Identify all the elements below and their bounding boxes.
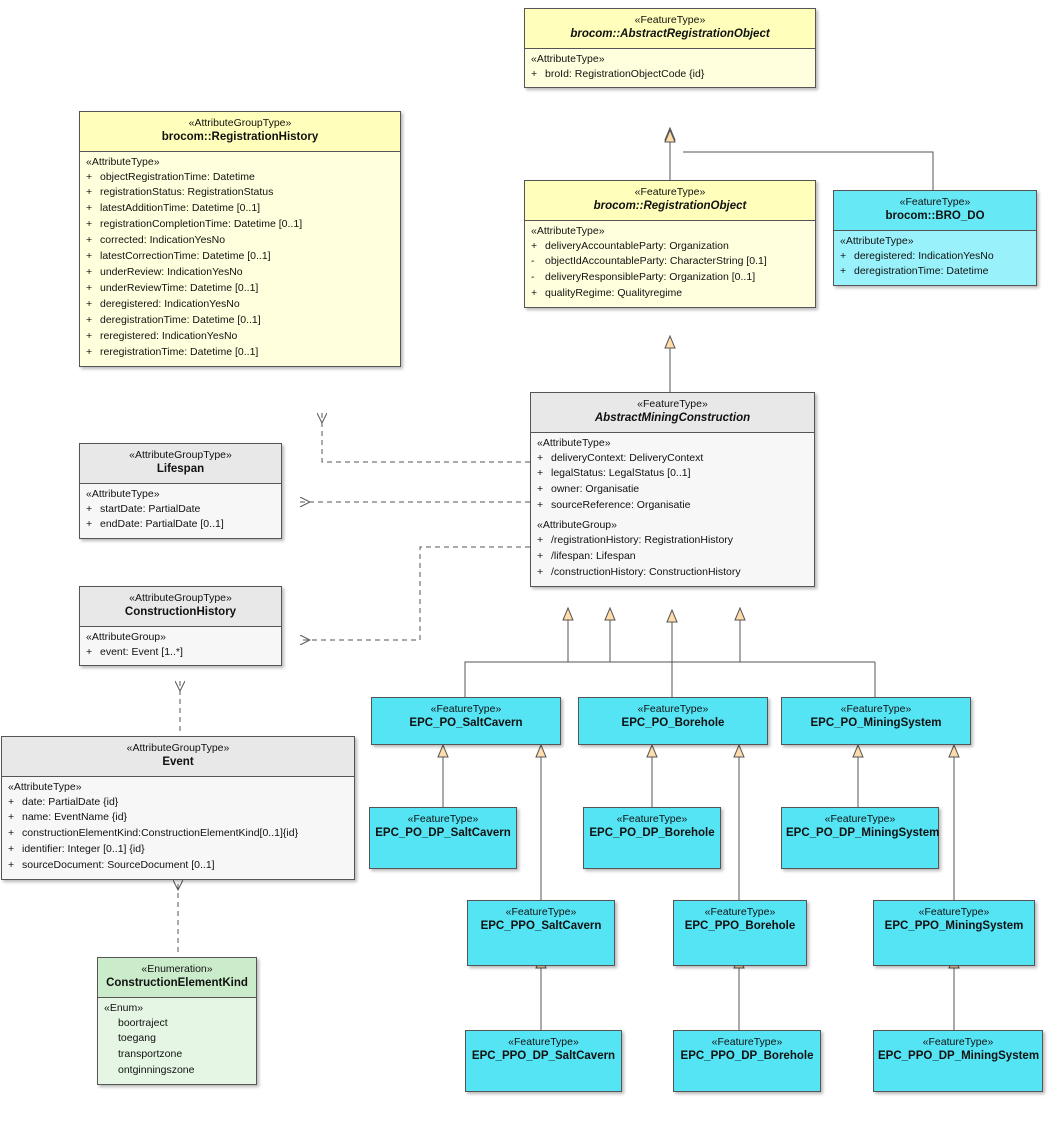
- class-name: EPC_PPO_DP_SaltCavern: [471, 1050, 616, 1063]
- class-stereotype: «FeatureType»: [840, 703, 912, 715]
- attribute-row: [86, 201, 396, 217]
- class-name: EPC_PPO_DP_MiningSystem: [878, 1050, 1040, 1063]
- class-header: [2, 737, 354, 776]
- class-stereotype: «FeatureType»: [922, 1036, 994, 1048]
- attribute-row: [537, 466, 810, 482]
- attribute-text: identifier: Integer [0..1] {id}: [22, 843, 145, 856]
- attribute-row: [537, 533, 810, 549]
- class-name: ConstructionElementKind: [106, 977, 248, 990]
- attribute-text: sourceDocument: SourceDocument [0..1]: [22, 859, 215, 872]
- visibility: +: [86, 250, 93, 263]
- class-header: [466, 1031, 621, 1070]
- class-bro-do[interactable]: [833, 190, 1037, 286]
- attribute-row: [8, 842, 350, 858]
- class-attributes: [525, 220, 815, 308]
- class-stereotype: «FeatureType»: [899, 196, 971, 208]
- attribute-text: /constructionHistory: ConstructionHistory: [551, 566, 741, 579]
- class-header: [674, 1031, 820, 1070]
- visibility: +: [86, 298, 93, 311]
- class-stereotype: «AttributeGroupType»: [188, 117, 292, 129]
- class-name: Lifespan: [156, 463, 205, 476]
- class-epc-ppo-saltcavern[interactable]: [467, 900, 615, 966]
- attribute-text: toegang: [118, 1032, 156, 1045]
- attribute-row: [86, 345, 396, 361]
- section-header: «AttributeGroup»: [86, 630, 166, 643]
- attribute-row: [86, 502, 277, 518]
- attribute-text: objectRegistrationTime: Datetime: [100, 170, 255, 183]
- attribute-text: underReviewTime: Datetime [0..1]: [100, 282, 259, 295]
- section-header: «AttributeType»: [537, 436, 611, 449]
- class-header: [525, 9, 815, 48]
- visibility: +: [86, 186, 93, 199]
- class-name: EPC_PPO_DP_Borehole: [680, 1050, 814, 1063]
- class-header: [372, 698, 560, 737]
- class-lifespan[interactable]: [79, 443, 282, 539]
- class-epc-ppo-dp-miningsystem[interactable]: [873, 1030, 1043, 1092]
- attribute-row: [104, 1016, 252, 1032]
- visibility: +: [86, 234, 93, 247]
- attribute-text: date: PartialDate {id}: [22, 795, 119, 808]
- class-stereotype: «FeatureType»: [634, 14, 706, 26]
- class-header: [782, 698, 970, 737]
- visibility: +: [86, 266, 93, 279]
- class-epc-ppo-dp-borehole[interactable]: [673, 1030, 821, 1092]
- attribute-row: [8, 795, 350, 811]
- class-epc-po-miningsystem[interactable]: [781, 697, 971, 745]
- class-header: [674, 901, 806, 940]
- attribute-text: broId: RegistrationObjectCode {id}: [545, 67, 705, 80]
- class-header: [874, 1031, 1042, 1070]
- attribute-row: [86, 329, 396, 345]
- class-header: [370, 808, 516, 847]
- attribute-row: [86, 313, 396, 329]
- class-epc-ppo-dp-saltcavern[interactable]: [465, 1030, 622, 1092]
- attribute-text: constructionElementKind:ConstructionElementKind[0..1]{id}: [22, 827, 299, 840]
- class-epc-ppo-miningsystem[interactable]: [873, 900, 1035, 966]
- attribute-row: [840, 264, 1032, 280]
- class-stereotype: «AttributeGroupType»: [129, 449, 232, 461]
- class-name: EPC_PO_DP_MiningSystem: [786, 827, 940, 840]
- attribute-row: [531, 67, 811, 83]
- class-stereotype: «Enumeration»: [141, 963, 213, 975]
- class-name: EPC_PPO_MiningSystem: [884, 920, 1024, 933]
- class-header: [80, 587, 281, 626]
- visibility: +: [86, 314, 93, 327]
- class-header: [468, 901, 614, 940]
- class-header: [579, 698, 767, 737]
- class-stereotype: «FeatureType»: [634, 186, 706, 198]
- visibility: +: [537, 499, 544, 512]
- visibility: +: [531, 287, 538, 300]
- attribute-text: event: Event [1..*]: [100, 645, 183, 658]
- attribute-text: latestAdditionTime: Datetime [0..1]: [100, 202, 261, 215]
- attribute-text: objectIdAccountableParty: CharacterString [0.1]: [545, 255, 767, 268]
- attribute-row: [537, 482, 810, 498]
- attribute-text: deregistrationTime: Datetime: [854, 265, 989, 278]
- class-header: [525, 181, 815, 220]
- attribute-row: [86, 297, 396, 313]
- attribute-row: [86, 281, 396, 297]
- visibility: +: [531, 239, 538, 252]
- visibility: +: [86, 518, 93, 531]
- visibility: +: [8, 827, 15, 840]
- class-name: EPC_PO_SaltCavern: [409, 717, 523, 730]
- class-attributes: [80, 626, 281, 666]
- attribute-row: [86, 645, 277, 661]
- class-name: EPC_PO_DP_Borehole: [589, 827, 715, 840]
- attribute-text: /registrationHistory: RegistrationHistory: [551, 534, 734, 547]
- class-name: EPC_PO_Borehole: [621, 717, 725, 730]
- class-name: brocom::BRO_DO: [885, 210, 985, 223]
- class-epc-po-dp-miningsystem[interactable]: [781, 807, 939, 869]
- class-epc-po-borehole[interactable]: [578, 697, 768, 745]
- class-header: [98, 958, 256, 997]
- class-stereotype: «FeatureType»: [704, 906, 776, 918]
- visibility: +: [8, 843, 15, 856]
- visibility: -: [531, 255, 535, 268]
- visibility: +: [86, 502, 93, 515]
- attribute-row: [8, 810, 350, 826]
- section-header: «Enum»: [104, 1001, 144, 1014]
- class-name: Event: [162, 756, 194, 769]
- attribute-text: deregistered: IndicationYesNo: [100, 298, 240, 311]
- attribute-text: name: EventName {id}: [22, 811, 128, 824]
- class-name: brocom::RegistrationObject: [593, 200, 747, 213]
- attribute-row: [531, 254, 811, 270]
- attribute-row: [840, 249, 1032, 265]
- class-abstract-mining-construction[interactable]: [530, 392, 815, 587]
- attribute-row: [86, 233, 396, 249]
- attribute-text: legalStatus: LegalStatus [0..1]: [551, 467, 691, 480]
- class-name: ConstructionHistory: [124, 606, 237, 619]
- class-header: [531, 393, 814, 432]
- class-stereotype: «FeatureType»: [407, 813, 479, 825]
- attribute-text: transportzone: [118, 1048, 183, 1061]
- visibility: +: [840, 249, 847, 262]
- attribute-row: [531, 286, 811, 302]
- section-header: «AttributeType»: [86, 487, 160, 500]
- class-construction-history[interactable]: [79, 586, 282, 666]
- visibility: +: [86, 645, 93, 658]
- attribute-text: ontginningszone: [118, 1064, 195, 1077]
- attribute-text: underReview: IndicationYesNo: [100, 266, 243, 279]
- attribute-row: [104, 1063, 252, 1079]
- attribute-row: [86, 217, 396, 233]
- class-name: EPC_PPO_Borehole: [684, 920, 796, 933]
- class-epc-po-saltcavern[interactable]: [371, 697, 561, 745]
- attribute-text: deliveryContext: DeliveryContext: [551, 451, 704, 464]
- attribute-row: [537, 451, 810, 467]
- class-stereotype: «AttributeGroupType»: [129, 592, 232, 604]
- attribute-text: /lifespan: Lifespan: [551, 550, 636, 563]
- visibility: +: [86, 218, 93, 231]
- section-header: «AttributeType»: [531, 52, 605, 65]
- visibility: +: [8, 859, 15, 872]
- attribute-text: registrationStatus: RegistrationStatus: [100, 186, 274, 199]
- class-abstract-registration-object[interactable]: [524, 8, 816, 88]
- class-stereotype: «FeatureType»: [637, 398, 708, 410]
- class-name: AbstractMiningConstruction: [594, 412, 751, 425]
- class-attributes: [531, 432, 814, 587]
- class-registration-history[interactable]: [79, 111, 401, 367]
- attribute-text: sourceReference: Organisatie: [551, 499, 691, 512]
- attribute-row: [86, 249, 396, 265]
- class-stereotype: «FeatureType»: [430, 703, 502, 715]
- attribute-row: [8, 858, 350, 874]
- class-name: EPC_PO_DP_SaltCavern: [375, 827, 511, 840]
- attribute-text: startDate: PartialDate: [100, 502, 201, 515]
- attribute-row: [537, 549, 810, 565]
- class-stereotype: «FeatureType»: [505, 906, 577, 918]
- attribute-text: reregistered: IndicationYesNo: [100, 330, 238, 343]
- visibility: +: [86, 345, 93, 358]
- attribute-row: [86, 185, 396, 201]
- class-name: brocom::RegistrationHistory: [161, 131, 319, 144]
- section-header: «AttributeType»: [86, 155, 160, 168]
- attribute-text: deregistrationTime: Datetime [0..1]: [100, 314, 261, 327]
- attribute-text: deliveryAccountableParty: Organization: [545, 239, 729, 252]
- visibility: +: [8, 795, 15, 808]
- visibility: +: [86, 170, 93, 183]
- class-attributes: [525, 48, 815, 88]
- class-construction-element-kind[interactable]: [97, 957, 257, 1085]
- attribute-text: endDate: PartialDate [0..1]: [100, 518, 224, 531]
- attribute-text: boortraject: [118, 1016, 168, 1029]
- class-header: [80, 444, 281, 483]
- attribute-row: [104, 1047, 252, 1063]
- class-stereotype: «FeatureType»: [508, 1036, 579, 1048]
- class-attributes: [2, 776, 354, 880]
- class-name: brocom::AbstractRegistrationObject: [570, 28, 770, 41]
- class-epc-po-dp-borehole[interactable]: [583, 807, 721, 869]
- class-attributes: [98, 997, 256, 1085]
- visibility: +: [840, 265, 847, 278]
- class-header: [874, 901, 1034, 940]
- visibility: +: [531, 67, 538, 80]
- attribute-row: [8, 826, 350, 842]
- visibility: +: [537, 467, 544, 480]
- attribute-row: [537, 565, 810, 581]
- visibility: +: [537, 534, 544, 547]
- visibility: +: [86, 282, 93, 295]
- visibility: -: [531, 271, 535, 284]
- attribute-text: reregistrationTime: Datetime [0..1]: [100, 345, 259, 358]
- attribute-row: [104, 1031, 252, 1047]
- class-event[interactable]: [1, 736, 355, 880]
- attribute-text: deliveryResponsibleParty: Organization [0..1]: [545, 271, 756, 284]
- section-header: «AttributeType»: [531, 224, 605, 237]
- class-epc-ppo-borehole[interactable]: [673, 900, 807, 966]
- attribute-text: corrected: IndicationYesNo: [100, 234, 226, 247]
- attribute-row: [537, 498, 810, 514]
- attribute-row: [86, 517, 277, 533]
- visibility: +: [537, 566, 544, 579]
- class-stereotype: «FeatureType»: [616, 813, 688, 825]
- class-header: [80, 112, 400, 151]
- class-name: EPC_PPO_SaltCavern: [480, 920, 602, 933]
- class-attributes: [80, 151, 400, 366]
- attribute-text: latestCorrectionTime: Datetime [0..1]: [100, 250, 271, 263]
- section-header: «AttributeType»: [8, 780, 82, 793]
- section-header: «AttributeType»: [840, 234, 914, 247]
- class-name: EPC_PO_MiningSystem: [810, 717, 942, 730]
- attribute-row: [531, 270, 811, 286]
- attribute-text: owner: Organisatie: [551, 483, 640, 496]
- attribute-text: deregistered: IndicationYesNo: [854, 249, 994, 262]
- class-header: [834, 191, 1036, 230]
- class-attributes: [80, 483, 281, 539]
- visibility: +: [537, 451, 544, 464]
- class-stereotype: «FeatureType»: [824, 813, 896, 825]
- attribute-row: [531, 239, 811, 255]
- class-stereotype: «FeatureType»: [918, 906, 990, 918]
- visibility: +: [86, 202, 93, 215]
- visibility: +: [537, 483, 544, 496]
- visibility: +: [537, 550, 544, 563]
- attribute-row: [86, 170, 396, 186]
- class-stereotype: «FeatureType»: [637, 703, 709, 715]
- visibility: +: [86, 330, 93, 343]
- class-attributes: [834, 230, 1036, 286]
- attribute-text: registrationCompletionTime: Datetime [0..1]: [100, 218, 303, 231]
- class-registration-object[interactable]: [524, 180, 816, 308]
- section-header-2: «AttributeGroup»: [537, 519, 617, 532]
- attribute-text: qualityRegime: Qualityregime: [545, 287, 683, 300]
- class-header: [782, 808, 938, 847]
- class-stereotype: «FeatureType»: [711, 1036, 783, 1048]
- class-stereotype: «AttributeGroupType»: [126, 742, 230, 754]
- class-epc-po-dp-saltcavern[interactable]: [369, 807, 517, 869]
- attribute-row: [86, 265, 396, 281]
- visibility: +: [8, 811, 15, 824]
- class-header: [584, 808, 720, 847]
